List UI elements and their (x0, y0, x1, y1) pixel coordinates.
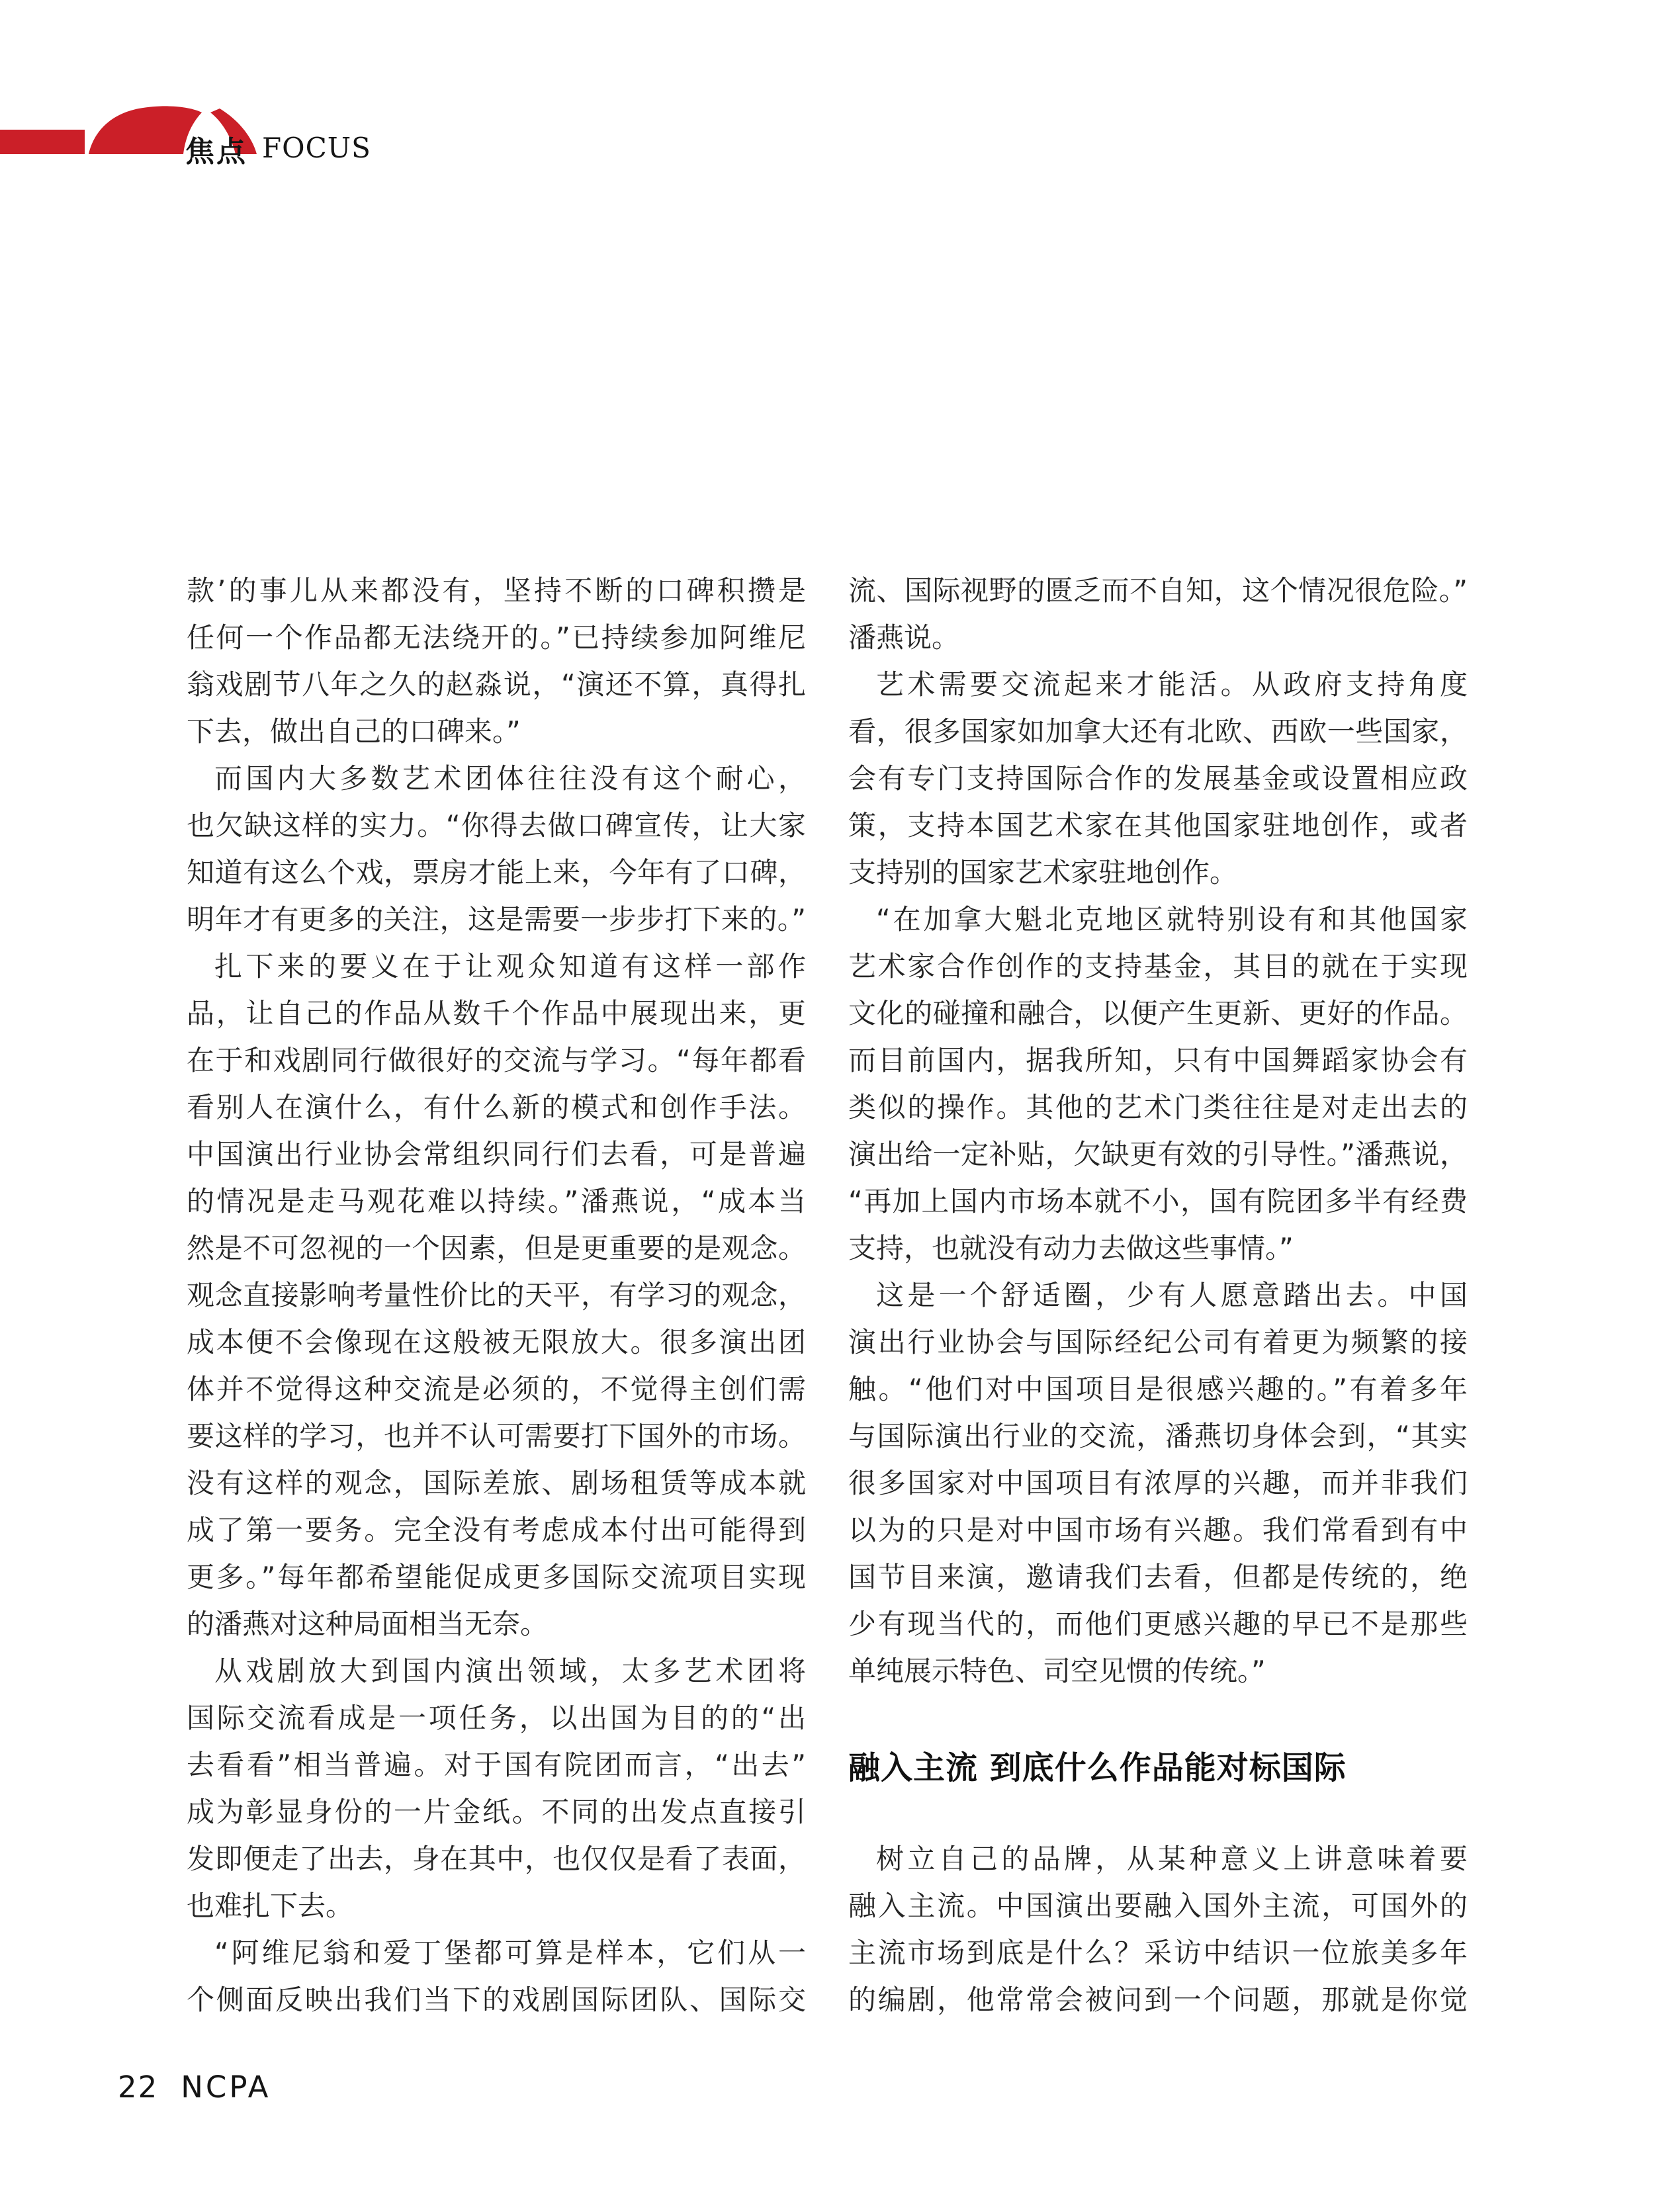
text-line: 翁戏剧节八年之久的赵淼说，“演还不算，真得扎 (187, 668, 806, 701)
text-line: 更多。”每年都希望能促成更多国际交流项目实现 (187, 1561, 806, 1593)
text-line: 艺术需要交流起来才能活。从政府支持角度 (876, 668, 1468, 701)
text-line: 体并不觉得这种交流是必须的，不觉得主创们需 (187, 1373, 806, 1405)
text-line: 艺术家合作创作的支持基金，其目的就在于实现 (848, 950, 1468, 983)
text-line: 这是一个舒适圈，少有人愿意踏出去。中国 (876, 1279, 1468, 1311)
text-line: 明年才有更多的关注，这是需要一步步打下来的。” (187, 903, 806, 936)
text-line: 类似的操作。其他的艺术门类往往是对走出去的 (848, 1091, 1468, 1123)
text-line: 国节目来演，邀请我们去看，但都是传统的，绝 (848, 1561, 1468, 1593)
text-line: 然是不可忽视的一个因素，但是更重要的是观念。 (187, 1232, 806, 1264)
text-line: 观念直接影响考量性价比的天平，有学习的观念， (187, 1279, 806, 1311)
page-number: 22 (118, 2070, 159, 2105)
text-line: 在于和戏剧同行做很好的交流与学习。“每年都看 (187, 1044, 806, 1076)
text-line: “在加拿大魁北克地区就特别设有和其他国家 (876, 903, 1468, 936)
text-line: 成了第一要务。完全没有考虑成本付出可能得到 (187, 1514, 806, 1546)
logo-tag-english: FOCUS (262, 132, 371, 164)
text-line: 国际交流看成是一项任务，以出国为目的的“出 (187, 1702, 806, 1734)
text-line: 知道有这么个戏，票房才能上来，今年有了口碑， (187, 856, 806, 889)
text-line: 款’的事儿从来都没有，坚持不断的口碑积攒是 (187, 574, 806, 607)
text-line: 下去，做出自己的口碑来。” (187, 715, 521, 748)
text-line: 也欠缺这样的实力。“你得去做口碑宣传，让大家 (187, 809, 806, 842)
section-heading: 融入主流 到底什么作品能对标国际 (848, 1749, 1347, 1786)
text-line: 潘燕说。 (848, 621, 960, 654)
text-line: 成为彰显身份的一片金纸。不同的出发点直接引 (187, 1796, 806, 1828)
text-line: 发即便走了出去，身在其中，也仅仅是看了表面， (187, 1843, 806, 1875)
right-column-upper-lines (848, 567, 1468, 1694)
text-line: 很多国家对中国项目有浓厚的兴趣，而并非我们 (848, 1467, 1468, 1499)
text-line: 的情况是走马观花难以持续。”潘燕说，“成本当 (187, 1185, 806, 1217)
text-line: 文化的碰撞和融合，以便产生更新、更好的作品。 (848, 997, 1468, 1029)
text-line: 的编剧，他常常会被问到一个问题，那就是你觉 (848, 1984, 1468, 2016)
text-line: 以为的只是对中国市场有兴趣。我们常看到有中 (848, 1514, 1468, 1546)
logo-tag-chinese: 焦点 (185, 135, 247, 169)
text-line: 支持，也就没有动力去做这些事情。” (848, 1232, 1294, 1264)
text-line: 策，支持本国艺术家在其他国家驻地创作，或者 (848, 809, 1468, 842)
section-heading-block (848, 1694, 1468, 1835)
text-line: 单纯展示特色、司空见惯的传统。” (848, 1655, 1266, 1687)
text-line: 会有专门支持国际合作的发展基金或设置相应政 (848, 762, 1468, 795)
left-column (187, 567, 806, 2023)
text-line: 的潘燕对这种局面相当无奈。 (187, 1608, 549, 1640)
text-line: 流、国际视野的匮乏而不自知，这个情况很危险。” (848, 574, 1468, 607)
text-line: 没有这样的观念，国际差旅、剧场租赁等成本就 (187, 1467, 806, 1499)
text-line: 触。“他们对中国项目是很感兴趣的。”有着多年 (848, 1373, 1468, 1405)
text-line: 个侧面反映出我们当下的戏剧国际团队、国际交 (187, 1984, 806, 2016)
text-line: 也难扎下去。 (187, 1890, 354, 1922)
text-line: 成本便不会像现在这般被无限放大。很多演出团 (187, 1326, 806, 1358)
right-column (848, 567, 1468, 2023)
text-line: 看，很多国家如加拿大还有北欧、西欧一些国家， (848, 715, 1468, 748)
text-line: 少有现当代的，而他们更感兴趣的早已不是那些 (848, 1608, 1468, 1640)
text-line: 看别人在演什么，有什么新的模式和创作手法。 (187, 1091, 806, 1123)
text-line: 品，让自己的作品从数千个作品中展现出来，更 (187, 997, 806, 1029)
text-line: 支持别的国家艺术家驻地创作。 (848, 856, 1238, 889)
text-line: 从戏剧放大到国内演出领域，太多艺术团将 (214, 1655, 806, 1687)
text-line: 融入主流。中国演出要融入国外主流，可国外的 (848, 1890, 1468, 1922)
text-line: 去看看”相当普遍。对于国有院团而言，“出去” (187, 1749, 806, 1781)
text-line: “阿维尼翁和爱丁堡都可算是样本，它们从一 (214, 1937, 806, 1969)
text-line: 主流市场到底是什么？采访中结识一位旅美多年 (848, 1937, 1468, 1969)
text-line: 而目前国内，据我所知，只有中国舞蹈家协会有 (848, 1044, 1468, 1076)
text-line: 演出行业协会与国际经纪公司有着更为频繁的接 (848, 1326, 1468, 1358)
text-line: 扎下来的要义在于让观众知道有这样一部作 (214, 950, 806, 983)
text-line: 演出给一定补贴，欠缺更有效的引导性。”潘燕说， (848, 1138, 1468, 1170)
text-line: 与国际演出行业的交流，潘燕切身体会到，“其实 (848, 1420, 1468, 1452)
text-line: 任何一个作品都无法绕开的。”已持续参加阿维尼 (187, 621, 806, 654)
magazine-brand: NCPA (181, 2070, 271, 2105)
text-line: 中国演出行业协会常组织同行们去看，可是普遍 (187, 1138, 806, 1170)
text-line: 而国内大多数艺术团体往往没有这个耐心， (214, 762, 806, 795)
text-line: 树立自己的品牌，从某种意义上讲意味着要 (876, 1843, 1468, 1875)
page-footer (118, 2070, 271, 2105)
text-line: 要这样的学习，也并不认可需要打下国外的市场。 (187, 1420, 806, 1452)
text-line: “再加上国内市场本就不小，国有院团多半有经费 (848, 1185, 1468, 1217)
right-column-lower-lines (848, 1835, 1468, 2023)
